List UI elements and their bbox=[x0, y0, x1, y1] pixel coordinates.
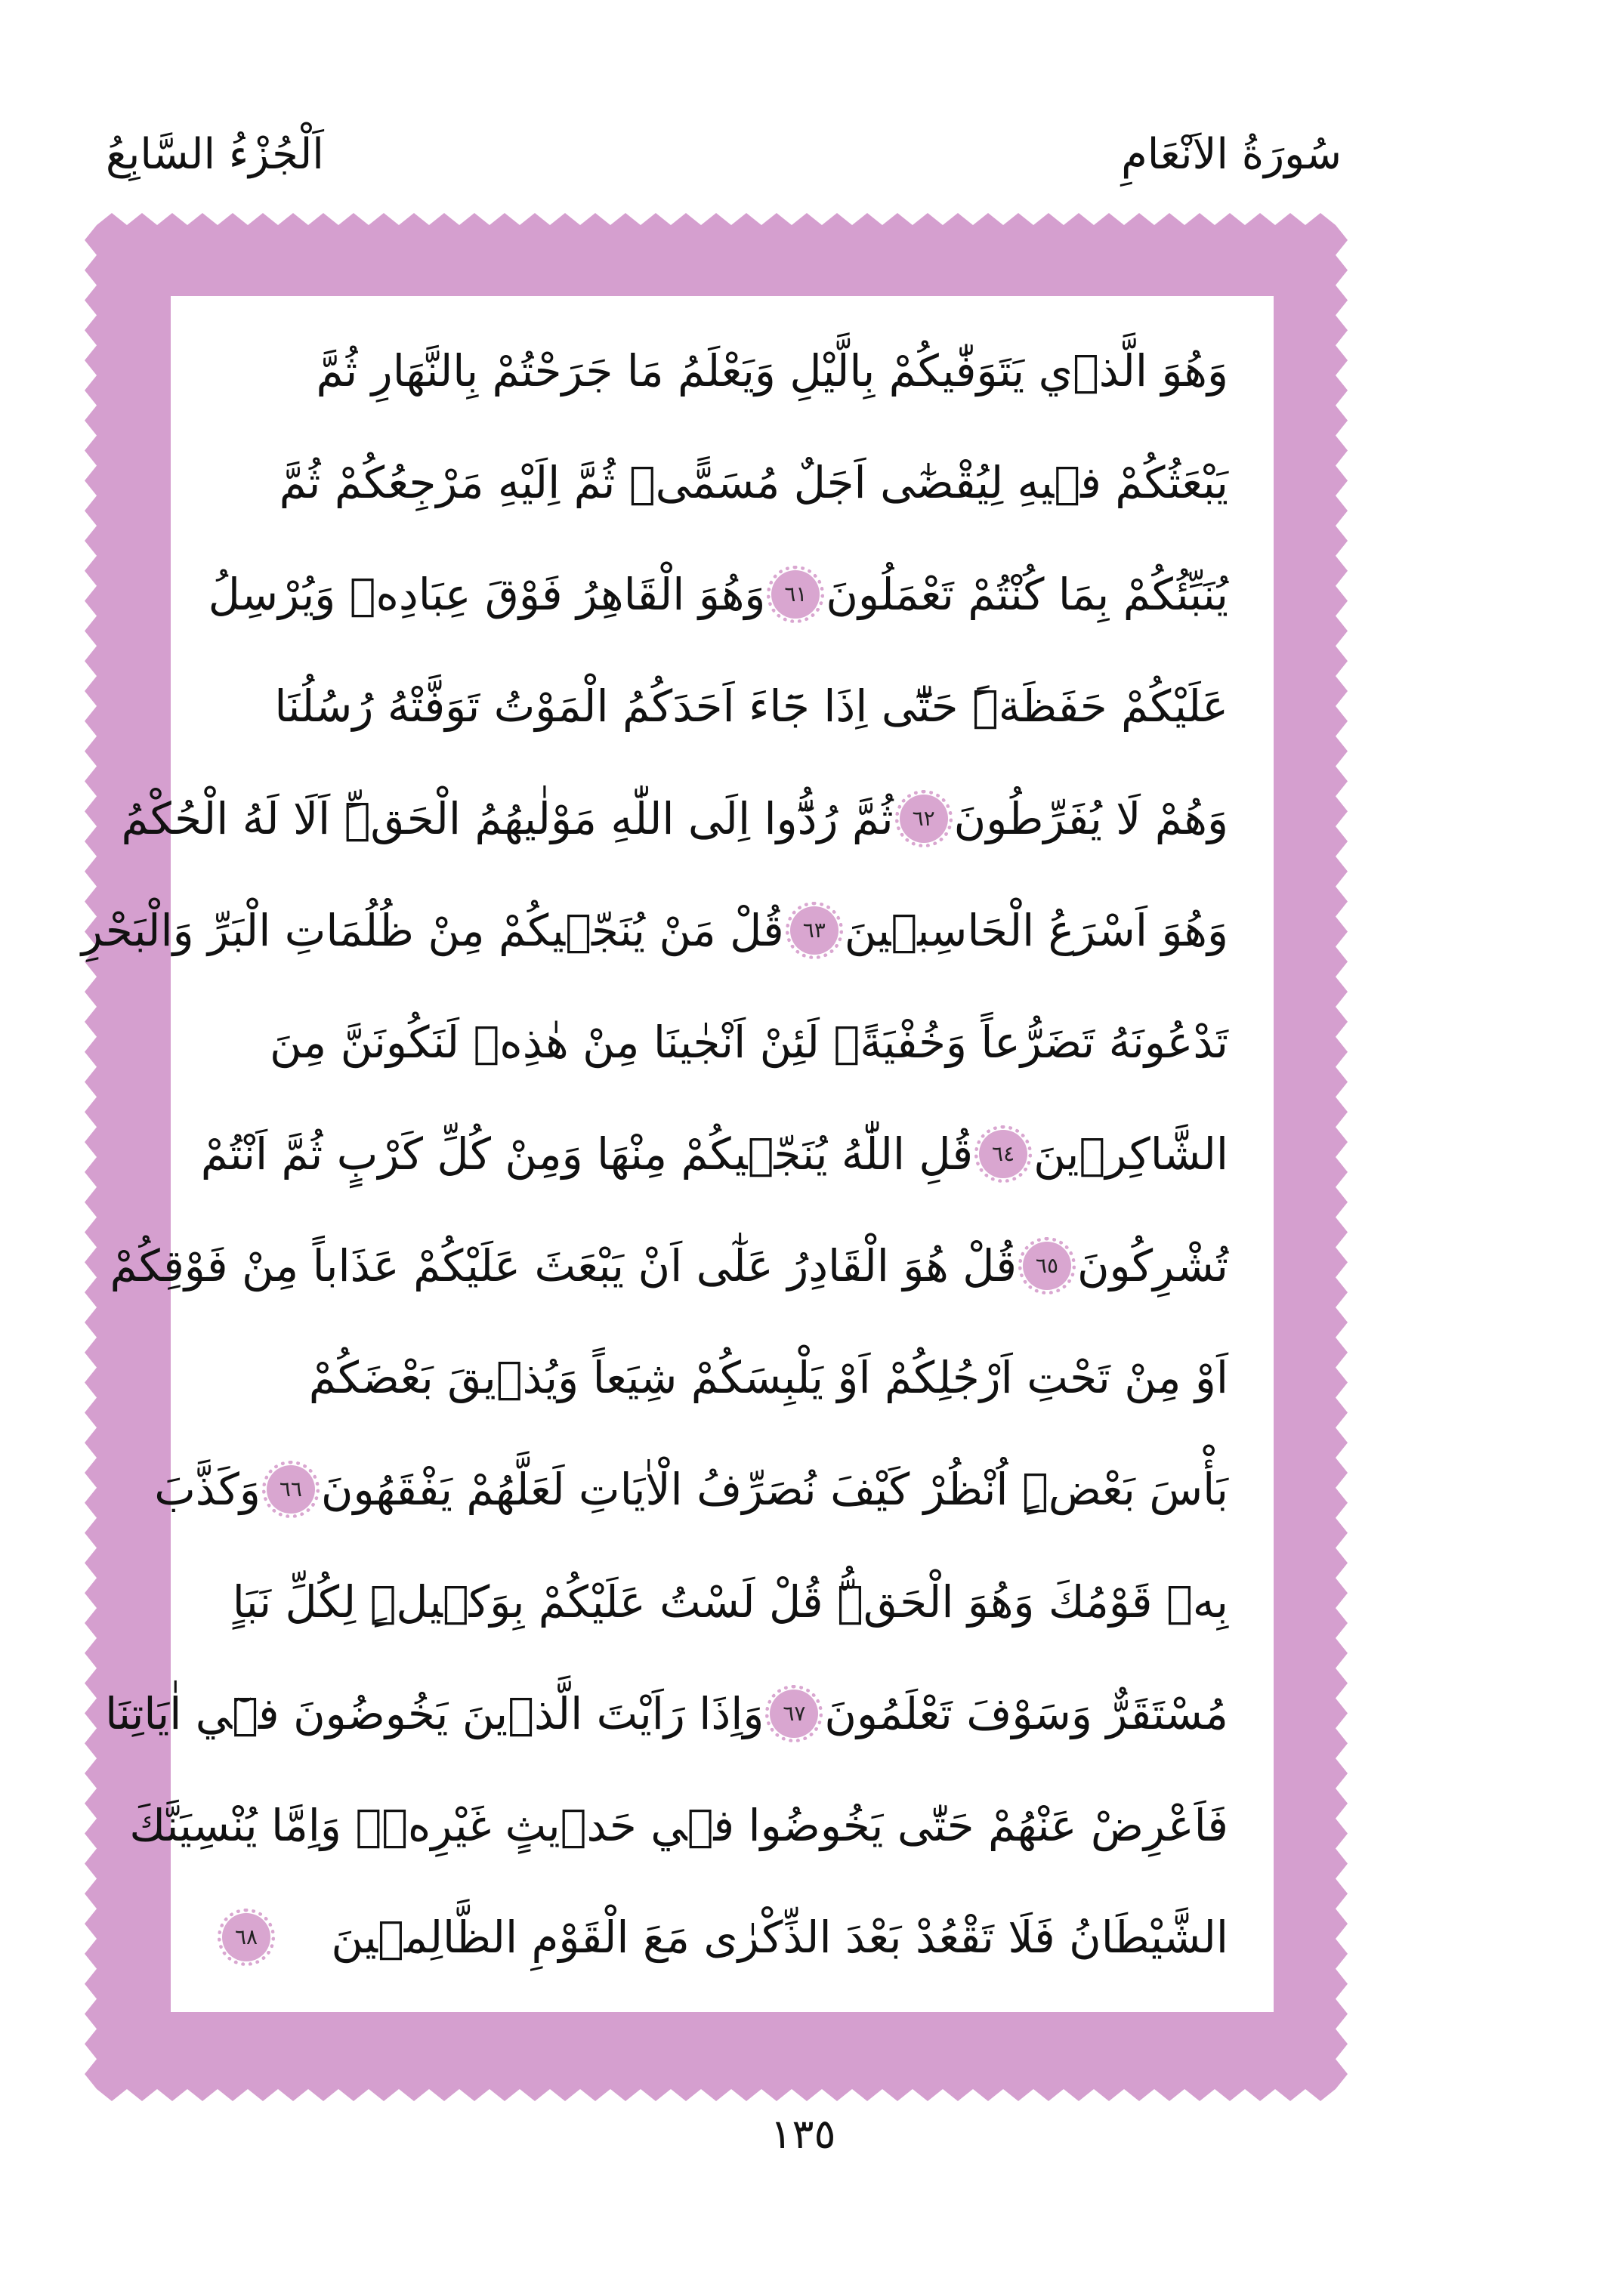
surah-name: سُورَةُ الاَنْعَامِ bbox=[1121, 130, 1342, 179]
verse-text: ثُمَّ رُدُّٓوا اِلَى اللّٰهِ مَوْلٰيهُمُ الْحَقِّۜ اَلَا لَهُ الْحُكْمُ bbox=[121, 792, 894, 844]
ayah-number: ٦٧ bbox=[783, 1700, 806, 1726]
verse-line bbox=[110, 1221, 1228, 1310]
verse-line bbox=[81, 886, 1228, 975]
verse-text: مُسْتَقَرٌّ وَسَوْفَ تَعْلَمُونَ bbox=[824, 1687, 1228, 1739]
ayah-number-marker bbox=[1023, 1242, 1071, 1290]
ayah-number-marker bbox=[771, 570, 820, 619]
verse-text: قُلِ اللّٰهُ يُنَجّ۪يكُمْ مِنْهَا وَمِنْ كُلِّ كَرْبٍ ثُمَّ اَنْتُمْ bbox=[200, 1128, 974, 1180]
verse-line bbox=[121, 774, 1228, 863]
verse-text: وَهُوَ اَسْرَعُ الْحَاسِب۪ينَ bbox=[844, 904, 1228, 956]
verse-text: وَهُمْ لَا يُفَرِّطُونَ bbox=[953, 792, 1228, 844]
verse-text: وَاِذَا رَاَيْتَ الَّذ۪ينَ يَخُوضُونَ ف۪ٓي اٰيَاتِنَا bbox=[105, 1687, 764, 1739]
verse-line bbox=[216, 326, 1228, 415]
verse-text: يَبْعَثُكُمْ ف۪يهِ لِيُقْضٰٓى اَجَلٌ مُسَمًّىۚ ثُمَّ اِلَيْهِ مَرْجِعُكُمْ ثُمَّ bbox=[279, 457, 1228, 509]
verse-text: وَهُوَ الَّذ۪ي يَتَوَفّٰيكُمْ بِالَّيْلِ وَيَعْلَمُ مَا جَرَحْتُمْ بِالنَّهَارِ ثُمَّ bbox=[316, 345, 1228, 397]
text-panel bbox=[81, 296, 1274, 2012]
verse-line bbox=[216, 998, 1228, 1087]
verse-text: بَأْسَ بَعْضٍۜ اُنْظُرْ كَيْفَ نُصَرِّفُ الْاٰيَاتِ لَعَلَّهُمْ يَفْقَهُونَ bbox=[320, 1464, 1228, 1516]
verse-line bbox=[216, 1893, 1228, 1982]
verse-line bbox=[216, 1333, 1228, 1422]
verse-text: فَاَعْرِضْ عَنْهُمْ حَتّٰى يَخُوضُوا ف۪ي حَد۪يثٍ غَيْرِه۪ۜ وَاِمَّا يُنْسِيَنَّكَ bbox=[129, 1799, 1228, 1851]
ayah-number-marker bbox=[790, 906, 839, 955]
verse-text: الشَّاكِر۪ينَ bbox=[1033, 1128, 1228, 1180]
juz-name: اَلْجُزْءُ السَّابِعُ bbox=[106, 130, 324, 179]
ayah-number: ٦٢ bbox=[912, 805, 935, 831]
ayah-number: ٦٣ bbox=[802, 917, 826, 943]
verse-text: الشَّيْطَانُ فَلَا تَقْعُدْ بَعْدَ الذِّكْرٰى مَعَ الْقَوْمِ الظَّالِم۪ينَ bbox=[331, 1911, 1228, 1963]
verse-text: اَوْ مِنْ تَحْتِ اَرْجُلِكُمْ اَوْ يَلْبِسَكُمْ شِيَعاً وَيُذ۪يقَ بَعْضَكُمْ bbox=[308, 1352, 1228, 1404]
verse-text: تُشْرِكُونَ bbox=[1076, 1240, 1228, 1292]
ayah-number: ٦٥ bbox=[1035, 1253, 1058, 1279]
page-number: ١٣٥ bbox=[770, 2110, 836, 2158]
ayah-number-marker bbox=[267, 1465, 315, 1514]
verse-line bbox=[208, 550, 1228, 639]
verse-text: قُلْ هُوَ الْقَادِرُ عَلٰٓى اَنْ يَبْعَثَ عَلَيْكُمْ عَذَاباً مِنْ فَوْقِكُمْ bbox=[110, 1240, 1017, 1292]
verse-line bbox=[216, 1557, 1228, 1646]
verse-line bbox=[129, 1781, 1228, 1870]
verse-text: وَهُوَ الْقَاهِرُ فَوْقَ عِبَادِه۪ وَيُرْسِلُ bbox=[208, 569, 766, 621]
verse-line bbox=[154, 1445, 1228, 1534]
verse-text: قُلْ مَنْ يُنَجّ۪يكُمْ مِنْ ظُلُمَاتِ الْبَرِّ وَالْبَحْرِ bbox=[81, 904, 784, 956]
ayah-number-marker bbox=[770, 1690, 818, 1738]
verse-text: عَلَيْكُمْ حَفَظَةًۜ حَتّٰٓى اِذَا جَٓاءَ اَحَدَكُمُ الْمَوْتُ تَوَفَّتْهُ رُسُلُنَا bbox=[274, 680, 1228, 733]
verse-text: وَكَذَّبَ bbox=[154, 1464, 261, 1516]
ayah-number: ٦٤ bbox=[992, 1140, 1015, 1166]
ayah-number-marker bbox=[979, 1130, 1027, 1178]
verse-text: بِه۪ قَوْمُكَ وَهُوَ الْحَقُّۜ قُلْ لَسْتُ عَلَيْكُمْ بِوَك۪يلٍۜ لِكُلِّ نَبَاٍ bbox=[232, 1575, 1228, 1628]
ayah-number: ٦٨ bbox=[234, 1924, 258, 1949]
ayah-number-marker bbox=[900, 795, 948, 843]
ayah-number-marker bbox=[222, 1913, 270, 1961]
verse-line bbox=[216, 438, 1228, 527]
verse-line bbox=[216, 662, 1228, 751]
verse-lines bbox=[81, 326, 1228, 1982]
verse-text: تَدْعُونَهُ تَضَرُّعاً وَخُفْيَةًۚ لَئِنْ اَنْجٰينَا مِنْ هٰذِه۪ لَنَكُونَنَّ مِنَ bbox=[269, 1016, 1228, 1068]
verse-line bbox=[200, 1109, 1228, 1199]
ayah-number: ٦١ bbox=[784, 582, 808, 607]
verse-line bbox=[105, 1669, 1228, 1758]
ayah-number: ٦٦ bbox=[279, 1477, 302, 1502]
verse-text: يُنَبِّئُكُمْ بِمَا كُنْتُمْ تَعْمَلُونَ bbox=[826, 569, 1228, 621]
